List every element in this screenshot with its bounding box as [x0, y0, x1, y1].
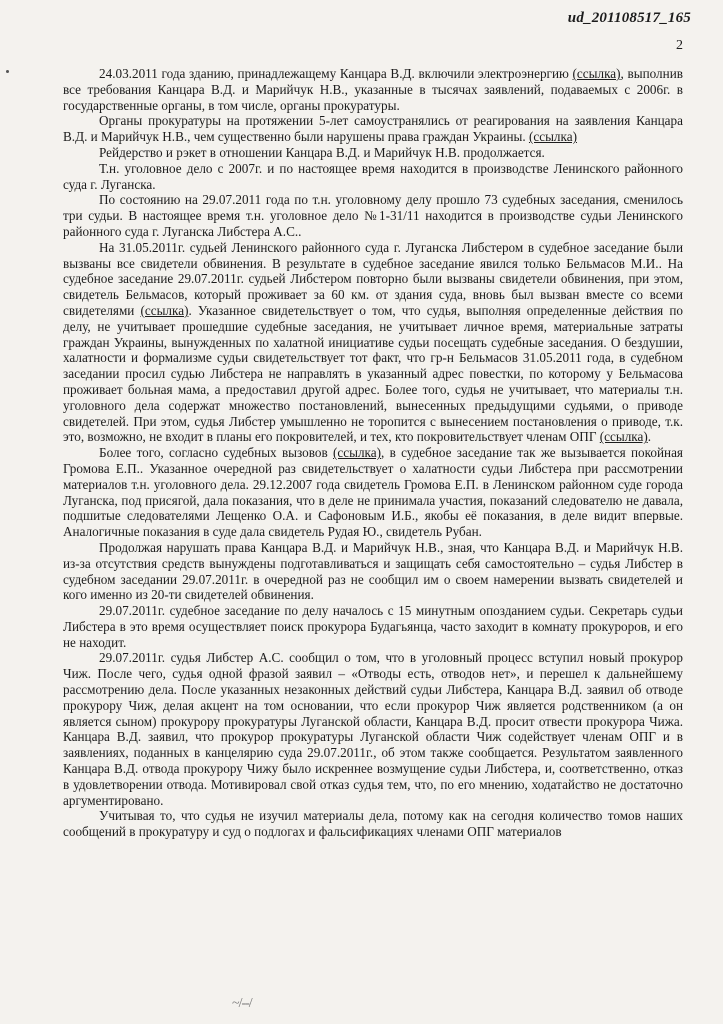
- handwritten-mark: ~/--/: [232, 996, 252, 1011]
- reference-link[interactable]: (ссылка): [572, 66, 621, 81]
- reference-link[interactable]: (ссылка): [333, 445, 382, 461]
- paragraph: 29.07.2011г. судебное заседание по делу началось с 15 минутным опозданием судьи. Секретарь судьи Либстера в это время осуществляет поиск прокурора Будагьянца, часто заходит в комнату прокуроров, и его не находит.: [63, 603, 683, 650]
- paragraph: 29.07.2011г. судья Либстер А.С. сообщил о том, что в уголовный процесс вступил новый прокурор Чиж. После чего, судья одной фразой заявил – «Отводы есть, отводов нет», и перешел к дальнейшему рассмотрению дела. После указанных незаконных действий судьи Либстера, Канцара В.Д. заявил об отводе прокурору Чиж, делая акцент на том основании, что если прокурор Чиж является родственником (а он является сыном) прокурору прокуратуры Луганской области, Канцара В.Д. просит отвести прокурора Чижа. Канцара В.Д. заявил, что прокурор прокуратуры Луганской области Чиж содействует членам ОПГ и в заявлениях, поданных в канцелярию суда 29.07.2011г., об этом также сообщается. Результатом заявленного Канцара В.Д. отвода прокурору Чижу было искреннее возмущение судьи Либстера, и, соответственно, отказ в удовлетворении отвода. Мотивировал свой отказ судья тем, что, по его мнению, ходатайство не достаточно аргументировано.: [63, 650, 683, 808]
- paragraph: 24.03.2011 года зданию, принадлежащему Канцара В.Д. включили электроэнергию (ссылка), выполнив все требования Канцара В.Д. и Марийчук Н.В., указанные в тысячах заявлений, подаваемых с 2006г. в государственные органы, в том числе, органы прокуратуры.: [63, 66, 683, 113]
- reference-link[interactable]: (ссылка): [528, 129, 577, 145]
- paragraph: Рейдерство и рэкет в отношении Канцара В.Д. и Марийчук Н.В. продолжается.: [99, 144, 545, 160]
- page-number: 2: [676, 38, 683, 53]
- paragraph: По состоянию на 29.07.2011 года по т.н. уголовному делу прошло 73 судебных заседания, сменилось три судьи. В настоящее время т.н. уголовное дело №1-31/11 находится в производстве судьи Ленинского районного суда г. Луганска Либстера А.С..: [63, 192, 683, 239]
- document-id: ud_201108517_165: [567, 10, 691, 26]
- paragraph: Учитывая то, что судья не изучил материалы дела, потому как на сегодня количество томов наших сообщений в прокуратуру и суд о подлогах и фальсификациях членами ОПГ материалов: [63, 808, 683, 840]
- reference-link[interactable]: (ссылка): [140, 302, 189, 318]
- margin-dot: [6, 70, 9, 73]
- reference-link[interactable]: (ссылка): [599, 429, 648, 445]
- paragraph: На 31.05.2011г. судьей Ленинского районного суда г. Луганска Либстером в судебное заседание были вызваны все свидетели обвинения. В результате в судебное заседание явился только Бельмасов М.И.. На судебное заседание 29.07.2011г. судьей Либстером повторно были вызваны свидетели обвинения, при этом, свидетель Бельмасов, который проживает за 60 км. от здания суда, вновь был вызван вместе со всеми свидетелями (ссылка). Указанное свидетельствует о том, что судья, выполняя определенные действия по делу, не учитывает прошедшие судебные заседания, не учитывает личное время, материальные затраты граждан Украины, вынужденных по халатной инициативе судьи посещать судебные заседания. О бездушии, халатности и формализме судьи свидетельствует тот факт, что гр-н Бельмасов 31.05.2011 года, в судебном заседании просил судью Либстера не направлять в указанный адрес повестки, по которому у Бельмасова проживает больная мама, а предоставил другой адрес. Более того, судья не учитывает, что материалы т.н. уголовного дела содержат множество постановлений, вынесенных предыдущими судьями, о приводе свидетелей. При этом, судья Либстер умышленно не торопится с вынесением постановления о приводе, т.к. это, возможно, не входит в планы его покровителей, и тех, кто покровительствует членам ОПГ (ссылка).: [63, 239, 683, 445]
- paragraph: Продолжая нарушать права Канцара В.Д. и Марийчук Н.В., зная, что Канцара В.Д. и Марийчук Н.В. из-за отсутствия средств вынуждены подготавливаться и защищать себя самостоятельно – судья Либстер в судебном заседании 29.07.2011г. в очередной раз не сообщил им о своем намерении вызвать свидетелей и кого именно из 20-ти свидетелей обвинения.: [63, 539, 683, 603]
- paragraph: Более того, согласно судебных вызовов (ссылка), в судебное заседание так же вызывается покойная Громова Е.П.. Указанное очередной раз свидетельствует о халатности судьи Либстера при рассмотрении материалов т.н. уголовного дела. 29.12.2007 года свидетель Громова Е.П. в Ленинском районном суде города Луганска, под присягой, дала показания, что в деле не принимала участия, показаний следователю не давала, подшитые следователями Лещенко О.А. и Сафоновым И.Б., якобы её показания, в деле видит впервые. Аналогичные показания в суде дала свидетель Рудая Ю., свидетель Рубан.: [63, 445, 683, 540]
- document-body: [63, 66, 683, 840]
- paragraph: Т.н. уголовное дело с 2007г. и по настоящее время находится в производстве Ленинского районного суда г. Луганска.: [63, 160, 683, 192]
- paragraph: Органы прокуратуры на протяжении 5-лет самоустранялись от реагирования на заявления Канцара В.Д. и Марийчук Н.В., чем существенно были нарушены права граждан Украины. (ссылка): [63, 113, 683, 145]
